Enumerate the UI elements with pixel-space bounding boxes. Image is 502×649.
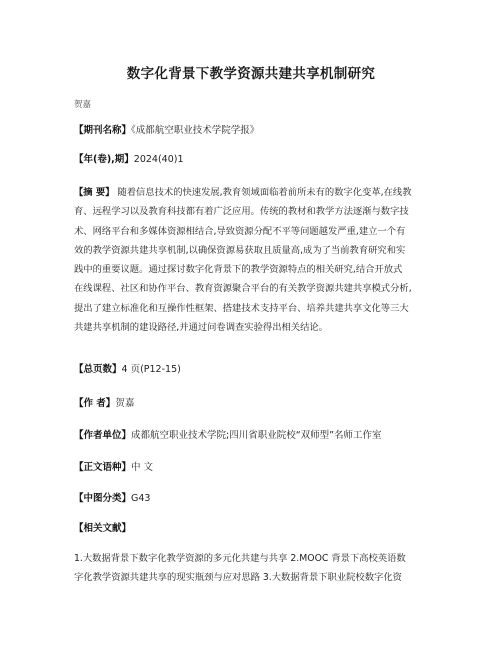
abstract-line: 【摘 要】 随着信息技术的快速发展,教育领域面临着前所未有的数字化变革,在线教 [74,187,412,198]
author-field [74,397,134,411]
related-label: 【相关文献】 [74,523,132,534]
language-field [74,461,153,475]
abstract-line: 践中的重要议题。通过探讨数字化背景下的教学资源特点的相关研究,结合开放式 [74,264,403,276]
pages-label: 【总页数】 [74,364,122,375]
related-line: 字化教学资源共建共享的现实瓶颈与应对思路 3.大数据背景下职业院校数字化资 [74,572,402,583]
abstract-line: 育、远程学习以及教育科技都有着广泛应用。传统的教材和教学方法逐渐与数字技 [74,206,409,218]
issue-value: 2024(40)1 [133,154,184,165]
journal-value: 《成都航空职业技术学院学报》 [131,125,260,136]
abstract-line: 术、网络平台和多媒体资源相结合,导致资源分配不平等问题越发严重,建立一个有 [74,225,406,237]
abstract-label: 【摘 要】 [74,187,115,198]
affiliation-field [74,429,382,443]
author-label: 【作 者】 [74,398,116,409]
abstract-line: 共建共享机制的建设路径,并通过问卷调查实验得出相关结论。 [74,322,328,334]
journal-label: 【期刊名称】 [74,125,132,136]
language-label: 【正文语种】 [74,462,132,473]
journal-field [74,124,259,138]
author-value: 贺嘉 [115,398,135,409]
abstract-line: 提出了建立标准化和互操作性框架、搭建技术支持平台、培养共建共享文化等三大 [74,302,409,314]
language-value: 中 文 [131,462,154,473]
pages-field [74,363,181,377]
related-line: 1.大数据背景下数字化教学资源的多元化共建与共享 2.MOOC 背景下高校英语数 [74,553,406,564]
related-literature-list [74,549,436,587]
issue-label: 【年(卷),期】 [74,154,134,165]
affiliation-value: 成都航空职业技术学院;四川省职业院校“双师型”名师工作室 [131,430,382,441]
abstract-section [74,183,434,337]
author-byline: 贺嘉 [74,100,92,110]
classification-field [74,492,150,506]
pages-value: 4 页(P12-15) [121,364,181,375]
issue-field [74,153,184,167]
affiliation-label: 【作者单位】 [74,430,132,441]
related-literature-heading [74,522,131,536]
paper-title: 数字化背景下教学资源共建共享机制研究 [126,66,376,82]
classification-label: 【中图分类】 [74,493,132,504]
classification-value: G43 [131,493,151,504]
abstract-line: 效的教学资源共建共享机制,以确保资源易获取且质量高,成为了当前教育研究和实 [74,244,406,256]
abstract-line: 在线课程、社区和协作平台、教育资源聚合平台的有关教学资源共建共享模式分析, [74,283,412,295]
